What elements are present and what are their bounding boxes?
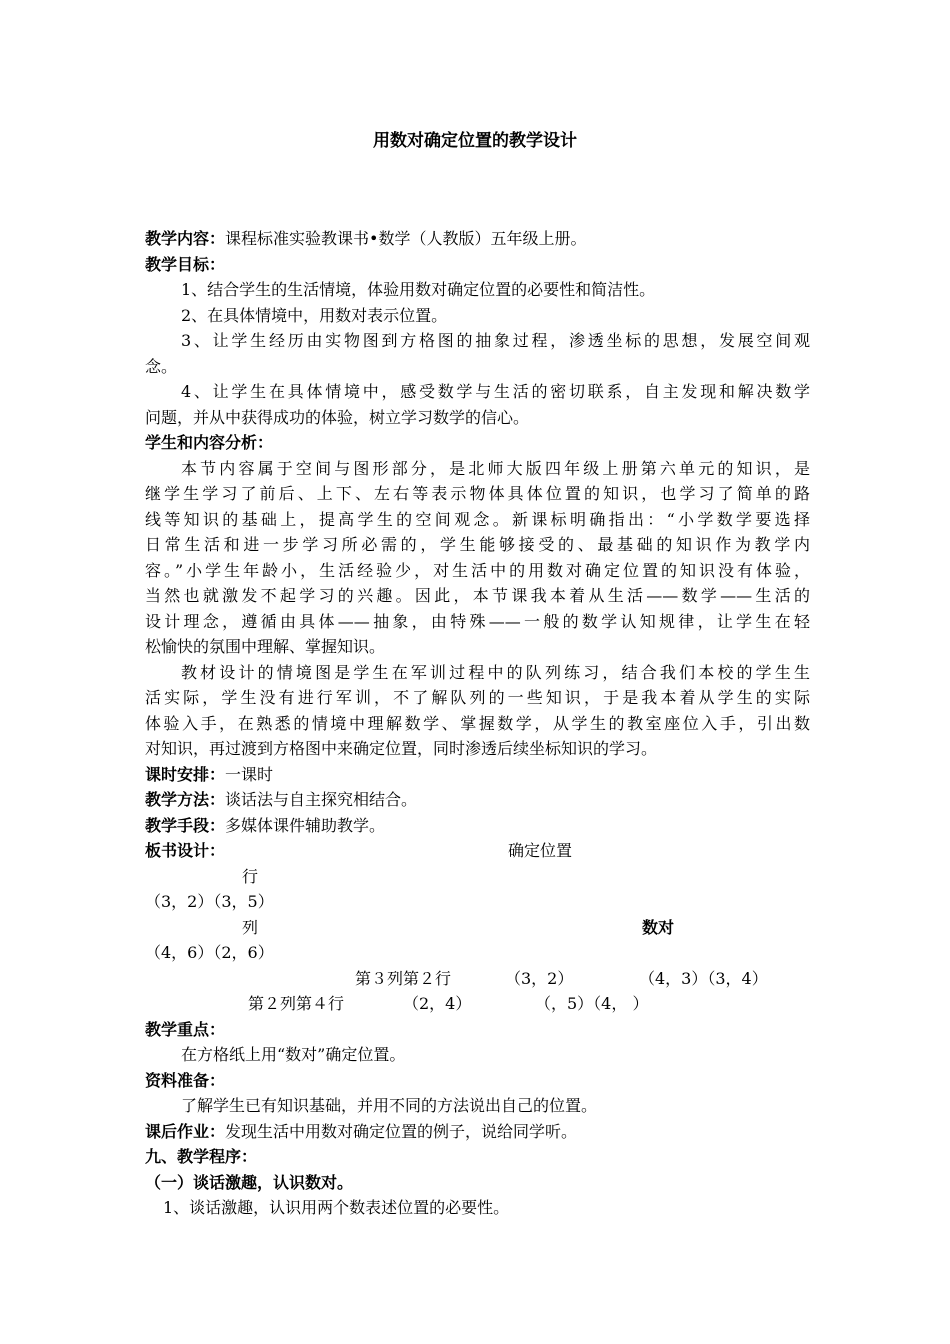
board-row-pairs: （3，2）（3，5） [145,892,274,911]
analysis-line: 继学生学习了前后、上下、左右等表示物体具体位置的知识，也学习了简单的路 [145,484,810,503]
means-label: 教学手段： [145,815,226,835]
document-body [145,226,810,1221]
analysis-line: 本节内容属于空间与图形部分，是北师大版四年级上册第六单元的知识，是 [181,458,810,478]
goal-item: 1、结合学生的生活情境，体验用数对确定位置的必要性和简洁性。 [181,280,656,299]
materials-text: 了解学生已有知识基础，并用不同的方法说出自己的位置。 [181,1096,598,1115]
board-line-1 [145,966,810,992]
content-text: 课程标准实验教课书•数学（人教版）五年级上册。 [225,229,587,248]
method-text: 谈话法与自主探究相结合。 [225,790,418,809]
board-col-label: 列 [242,917,259,937]
homework-text: 发现生活中用数对确定位置的例子，说给同学听。 [225,1121,578,1141]
goal-item: 念。 [145,356,178,376]
board-line-2 [145,991,810,1017]
procedure-part1: （一）谈话激趣，认识数对。 [145,1172,354,1192]
homework-line [145,1119,810,1145]
analysis-line: 对知识，再过渡到方格图中来确定位置，同时渗透后续坐标知识的学习。 [145,739,658,758]
schedule-line [145,762,810,788]
procedure-label: 九、教学程序： [145,1147,258,1166]
materials-label: 资料准备： [145,1070,226,1090]
document-title: 用数对确定位置的教学设计 [373,131,577,151]
analysis-line: 教材设计的情境图是学生在军训过程中的队列练习，结合我们本校的学生生 [181,662,810,682]
board-line1-b: （3，2） [505,968,574,988]
analysis-label: 学生和内容分析： [145,433,274,452]
board-label: 板书设计： [145,841,226,860]
goal-item: 3、让学生经历由实物图到方格图的抽象过程，渗透坐标的思想，发展空间观 [181,331,810,350]
method-line [145,787,810,813]
board-line1-a: 第３列第２行 [355,968,452,988]
means-text: 多媒体课件辅助教学。 [225,815,386,835]
goal-item: 问题，并从中获得成功的体验，树立学习数学的信心。 [145,407,530,427]
board-heading: 确定位置 [508,841,573,860]
analysis-line: 当然也就激发不起学习的兴趣。因此，本节课我本着从生活——数学——生活的 [145,586,810,605]
method-label: 教学方法： [145,790,226,809]
board-line2-b: （2，4） [403,994,472,1013]
analysis-line: 容。”小学生年龄小，生活经验少，对生活中的用数对确定位置的知识没有体验， [145,560,810,580]
board-shudui: 数对 [642,917,675,937]
board-col-pairs: （4，6）（2，6） [145,943,274,962]
analysis-line: 活实际，学生没有进行军训，不了解队列的一些知识，于是我本着从学生的实际 [145,688,810,707]
analysis-line: 设计理念，遵循由具体——抽象，由特殊——一般的数学认知规律，让学生在轻 [145,611,810,631]
analysis-line: 松愉快的氛围中理解、掌握知识。 [145,637,386,656]
homework-label: 课后作业： [145,1121,226,1141]
board-line2-c: （，5）（4， ） [535,994,649,1013]
board-line1-c: （4，3）（3，4） [639,968,768,988]
content-label: 教学内容： [145,229,226,248]
content-line [145,226,810,252]
goal-item: 2、在具体情境中，用数对表示位置。 [181,305,448,325]
procedure-item1: 1、谈话激趣，认识用两个数表述位置的必要性。 [163,1198,510,1217]
board-row-label: 行 [242,866,259,886]
goals-label: 教学目标： [145,254,226,274]
analysis-line: 日常生活和进一步学习所必需的，学生能够接受的、最基础的知识作为教学内 [145,535,810,554]
board-line2-a: 第２列第４行 [248,994,345,1013]
means-line [145,813,810,839]
analysis-line: 线等知识的基础上，提高学生的空间观念。新课标明确指出：“小学数学要选择 [145,509,810,529]
keypoint-text: 在方格纸上用“数对”确定位置。 [181,1045,406,1064]
board-col-label-line [145,915,810,941]
keypoint-label: 教学重点： [145,1019,226,1039]
schedule-text: 一课时 [225,764,274,784]
schedule-label: 课时安排： [145,764,226,784]
goal-item: 4、让学生在具体情境中，感受数学与生活的密切联系，自主发现和解决数学 [181,382,810,401]
board-row-label-line [145,864,810,890]
analysis-line: 体验入手，在熟悉的情境中理解数学、掌握数学，从学生的教室座位入手，引出数 [145,713,810,733]
board-line [145,838,810,864]
